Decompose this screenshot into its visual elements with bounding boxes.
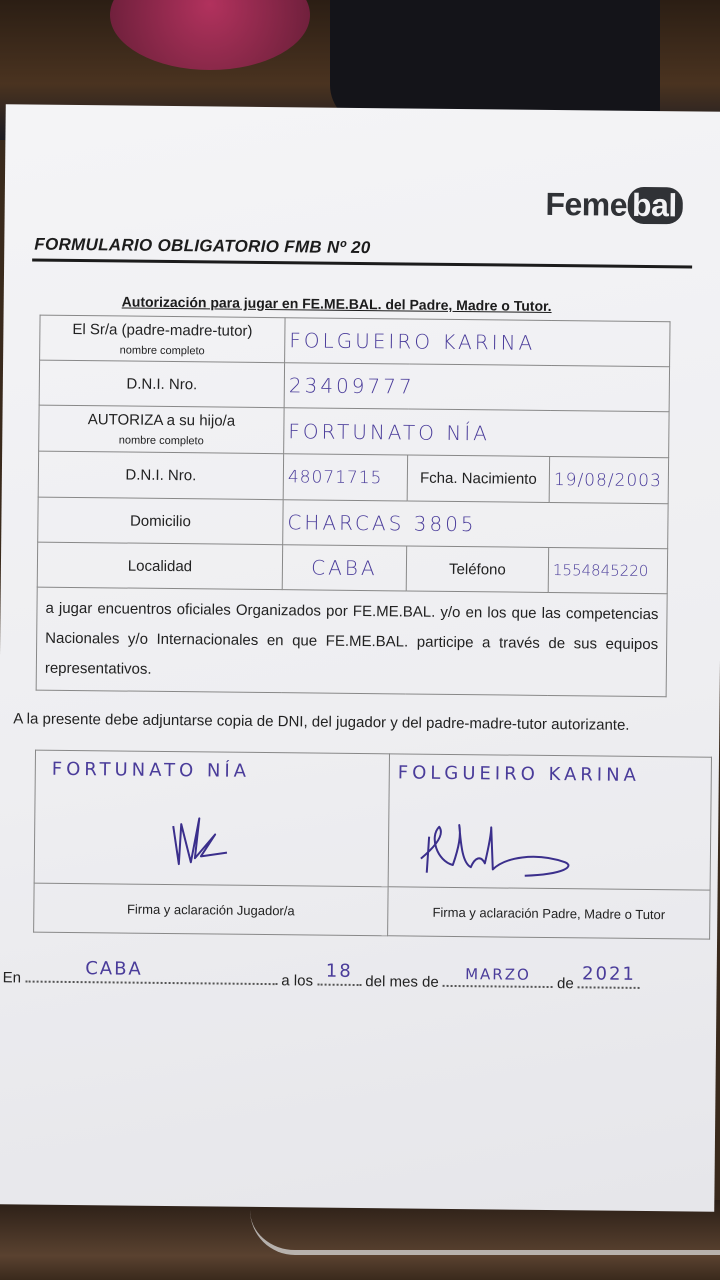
player-signature-box[interactable]: [34, 750, 389, 887]
parent-name-value[interactable]: FOLGUEIRO KARINA: [289, 328, 536, 355]
locality-cell: [282, 545, 406, 591]
locality-label: Localidad: [37, 542, 282, 590]
parent-name-handwritten: FOLGUEIRO KARINA: [397, 762, 641, 786]
femebal-logo: [545, 186, 683, 224]
player-name-handwritten: FORTUNATO NÍA: [51, 758, 251, 782]
address-cell: [283, 500, 668, 549]
child-dni-label: D.N.I. Nro.: [38, 451, 283, 500]
title-rule: [32, 259, 692, 269]
parent-dni-cell: [284, 363, 669, 412]
footer-line: [2, 958, 640, 993]
footer-en-label: En: [2, 969, 22, 987]
attachment-note: A la presente debe adjuntarse copia de DNI, del jugador y del padre-madre-tutor autorizante.: [13, 710, 630, 734]
parent-label-cell: [40, 315, 285, 363]
background-cable: [250, 1210, 720, 1255]
footer-place-value: CABA: [85, 958, 143, 980]
parent-label: El Sr/a (padre-madre-tutor): [72, 320, 253, 340]
form-subtitle: Autorización para jugar en FE.ME.BAL. del Padre, Madre o Tutor.: [121, 293, 552, 314]
footer-alos-label: a los: [281, 972, 314, 990]
footer-year-field[interactable]: [578, 963, 640, 989]
authorize-label: AUTORIZA a su hijo/a: [87, 411, 236, 430]
child-name-value[interactable]: FORTUNATO NÍA: [288, 418, 490, 445]
birth-value[interactable]: 19/08/2003: [553, 469, 662, 491]
footer-place-field[interactable]: [25, 958, 277, 986]
form-paper: [0, 104, 720, 1211]
authorization-table: [36, 315, 671, 698]
locality-value[interactable]: CABA: [311, 555, 378, 581]
phone-value[interactable]: 1554845220: [552, 561, 649, 581]
signature-table: [33, 750, 712, 940]
footer-month-field[interactable]: [443, 965, 553, 988]
footer-day-value: 18: [325, 960, 353, 982]
footer-de-label: de: [556, 975, 574, 993]
player-signature-caption: Firma y aclaración Jugador/a: [34, 883, 388, 936]
child-name-cell: [284, 408, 669, 458]
phone-label: Teléfono: [406, 546, 548, 592]
parent-name-cell: [285, 318, 670, 367]
authorization-paragraph: a jugar encuentros oficiales Organizados por FE.ME.BAL. y/o en los que las competencias Nacionales y/o Internacionales en que FE.ME.BAL. participe a través de sus equipos representativos.: [36, 587, 667, 697]
form-title: FORMULARIO OBLIGATORIO FMB Nº 20: [34, 234, 371, 258]
footer-year-value: 2021: [582, 963, 637, 985]
parent-dni-label: D.N.I. Nro.: [39, 360, 284, 408]
footer-mes-label: del mes de: [365, 973, 439, 991]
parent-dni-value[interactable]: 23409777: [288, 373, 415, 399]
parent-signature-caption: Firma y aclaración Padre, Madre o Tutor: [388, 887, 710, 939]
child-dni-value[interactable]: 48071715: [287, 466, 383, 488]
child-hint: nombre completo: [118, 434, 204, 448]
birth-cell: [549, 456, 668, 503]
background-fabric: [330, 0, 660, 125]
parent-signature-icon: [415, 817, 596, 889]
parent-hint: nombre completo: [119, 343, 205, 357]
address-value[interactable]: CHARCAS 3805: [287, 510, 477, 537]
logo-text: Feme: [545, 185, 628, 223]
address-label: Domicilio: [38, 497, 283, 545]
child-dni-cell: [283, 454, 407, 501]
parent-signature-box[interactable]: [388, 754, 711, 890]
birth-label: Fcha. Nacimiento: [407, 455, 549, 502]
player-signature-icon: [165, 804, 246, 875]
authorize-label-cell: [39, 405, 284, 454]
logo-pill: bal: [628, 187, 683, 225]
footer-day-field[interactable]: [317, 960, 361, 986]
footer-month-value: MARZO: [465, 965, 531, 984]
phone-cell: [548, 547, 667, 593]
